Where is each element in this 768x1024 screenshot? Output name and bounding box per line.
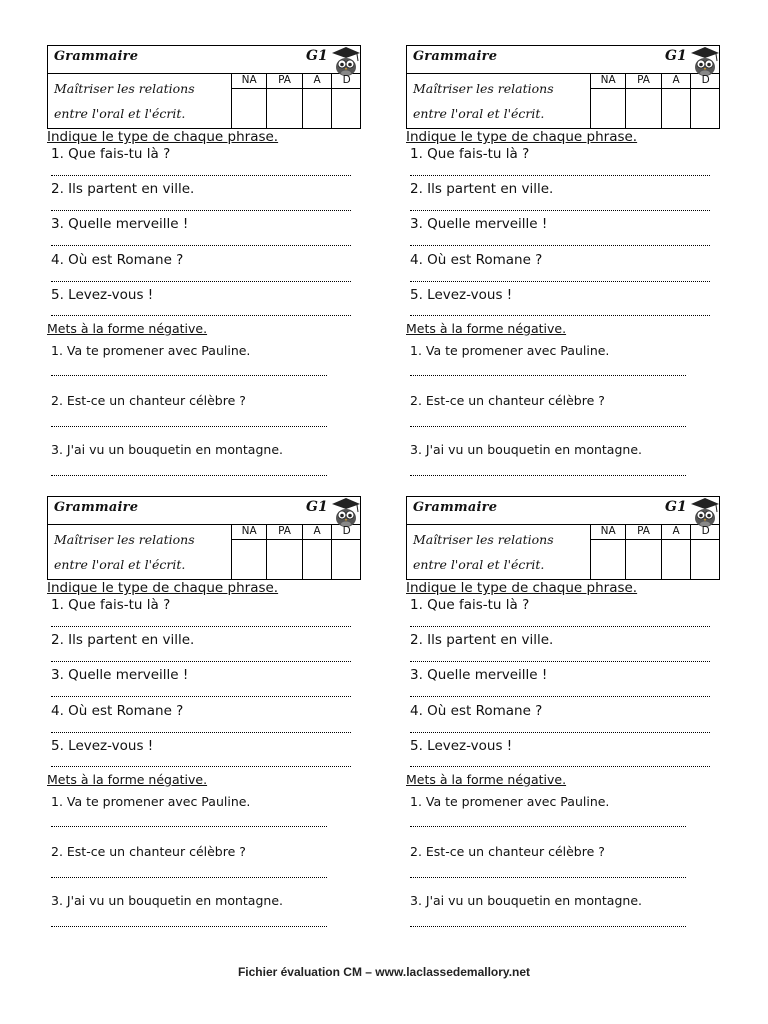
grade-column-pa[interactable] [626, 524, 661, 579]
grade-label: NA [232, 524, 266, 540]
answer-line[interactable] [51, 375, 327, 376]
card-header [406, 496, 720, 580]
answer-line[interactable] [51, 877, 327, 878]
sentence-item: 5. Levez-vous ! [51, 738, 154, 754]
grade-label: D [332, 73, 361, 89]
footer-text: Fichier évaluation CM – www.laclassedemallory.net [237, 965, 531, 979]
grade-column-pa[interactable] [626, 73, 661, 128]
sentence-item: 3. J'ai vu un bouquetin en montagne. [410, 442, 642, 457]
sentence-item: 3. Quelle merveille ! [51, 216, 189, 232]
sentence-item: 3. J'ai vu un bouquetin en montagne. [51, 442, 283, 457]
card-header [406, 45, 720, 129]
answer-line[interactable] [410, 826, 686, 827]
answer-line[interactable] [51, 766, 351, 767]
subject-title: Grammaire [54, 500, 139, 515]
section2-title: Mets à la forme négative. [406, 321, 567, 336]
answer-line[interactable] [51, 696, 351, 697]
sentence-item: 1. Va te promener avec Pauline. [51, 794, 251, 809]
answer-line[interactable] [51, 626, 351, 627]
evaluation-card [406, 496, 722, 942]
grade-column-a[interactable] [662, 524, 692, 579]
answer-line[interactable] [51, 245, 351, 246]
answer-line[interactable] [51, 315, 351, 316]
sentence-item: 3. J'ai vu un bouquetin en montagne. [410, 893, 642, 908]
grade-label: PA [267, 524, 301, 540]
section1-title: Indique le type de chaque phrase. [47, 129, 279, 145]
grade-column-na[interactable] [591, 73, 626, 128]
grade-column-a[interactable] [662, 73, 692, 128]
sentence-item: 2. Est-ce un chanteur célèbre ? [51, 393, 246, 408]
competence-line-1: Maîtriser les relations [54, 532, 195, 547]
sentence-item: 2. Ils partent en ville. [51, 632, 195, 648]
answer-line[interactable] [410, 626, 710, 627]
header-title-row [48, 497, 360, 525]
sentence-item: 5. Levez-vous ! [410, 287, 513, 303]
grade-column-d[interactable] [691, 524, 720, 579]
competence-line-2: entre l'oral et l'écrit. [413, 557, 545, 572]
grade-grid [231, 73, 361, 128]
competence-text [54, 527, 229, 577]
grade-column-d[interactable] [332, 524, 361, 579]
answer-line[interactable] [51, 281, 351, 282]
subject-title: Grammaire [413, 500, 498, 515]
sentence-item: 2. Est-ce un chanteur célèbre ? [410, 844, 605, 859]
sentence-item: 4. Où est Romane ? [51, 252, 184, 268]
section2-title: Mets à la forme négative. [47, 321, 208, 336]
section1-title: Indique le type de chaque phrase. [47, 580, 279, 596]
grade-column-na[interactable] [591, 524, 626, 579]
sentence-item: 5. Levez-vous ! [410, 738, 513, 754]
competence-line-2: entre l'oral et l'écrit. [413, 106, 545, 121]
answer-line[interactable] [410, 210, 710, 211]
evaluation-code: G1 [306, 499, 328, 515]
sentence-item: 3. Quelle merveille ! [410, 216, 548, 232]
answer-line[interactable] [410, 281, 710, 282]
grade-label: NA [232, 73, 266, 89]
sentence-item: 1. Que fais-tu là ? [410, 597, 530, 613]
header-title-row [407, 46, 719, 74]
sentence-item: 2. Est-ce un chanteur célèbre ? [51, 844, 246, 859]
answer-line[interactable] [410, 732, 710, 733]
evaluation-code: G1 [665, 48, 687, 64]
answer-line[interactable] [410, 245, 710, 246]
grade-column-d[interactable] [691, 73, 720, 128]
answer-line[interactable] [410, 877, 686, 878]
subject-title: Grammaire [54, 49, 139, 64]
competence-text [413, 527, 588, 577]
competence-line-1: Maîtriser les relations [54, 81, 195, 96]
grade-grid [590, 73, 720, 128]
sentence-item: 2. Est-ce un chanteur célèbre ? [410, 393, 605, 408]
grade-label: D [691, 73, 720, 89]
subject-title: Grammaire [413, 49, 498, 64]
sentence-item: 4. Où est Romane ? [51, 703, 184, 719]
answer-line[interactable] [51, 475, 327, 476]
grade-label: D [332, 524, 361, 540]
sentence-item: 1. Va te promener avec Pauline. [410, 343, 610, 358]
answer-line[interactable] [410, 175, 710, 176]
grade-column-pa[interactable] [267, 73, 302, 128]
section2-title: Mets à la forme négative. [47, 772, 208, 787]
sentence-item: 5. Levez-vous ! [51, 287, 154, 303]
grade-label: A [303, 524, 332, 540]
grade-label: A [303, 73, 332, 89]
competence-line-2: entre l'oral et l'écrit. [54, 106, 186, 121]
competence-line-1: Maîtriser les relations [413, 81, 554, 96]
sentence-item: 1. Que fais-tu là ? [410, 146, 530, 162]
grade-column-na[interactable] [232, 73, 267, 128]
competence-text [54, 76, 229, 126]
answer-line[interactable] [410, 661, 710, 662]
sentence-item: 2. Ils partent en ville. [410, 632, 554, 648]
answer-line[interactable] [410, 375, 686, 376]
grade-label: NA [591, 524, 625, 540]
grade-label: A [662, 73, 691, 89]
sentence-item: 4. Où est Romane ? [410, 703, 543, 719]
evaluation-card [47, 496, 363, 942]
grade-grid [231, 524, 361, 579]
section1-title: Indique le type de chaque phrase. [406, 129, 638, 145]
grade-column-pa[interactable] [267, 524, 302, 579]
answer-line[interactable] [410, 696, 710, 697]
answer-line[interactable] [410, 475, 686, 476]
answer-line[interactable] [410, 766, 710, 767]
grade-label: D [691, 524, 720, 540]
grade-label: PA [626, 524, 660, 540]
sentence-item: 4. Où est Romane ? [410, 252, 543, 268]
competence-text [413, 76, 588, 126]
answer-line[interactable] [51, 661, 351, 662]
sentence-item: 1. Va te promener avec Pauline. [410, 794, 610, 809]
sentence-item: 1. Va te promener avec Pauline. [51, 343, 251, 358]
sentence-item: 2. Ils partent en ville. [51, 181, 195, 197]
card-header [47, 45, 361, 129]
grade-label: PA [267, 73, 301, 89]
grade-label: NA [591, 73, 625, 89]
evaluation-code: G1 [306, 48, 328, 64]
grade-column-na[interactable] [232, 524, 267, 579]
grade-column-a[interactable] [303, 524, 333, 579]
answer-line[interactable] [51, 826, 327, 827]
answer-line[interactable] [51, 426, 327, 427]
answer-line[interactable] [51, 210, 351, 211]
grade-label: A [662, 524, 691, 540]
grade-label: PA [626, 73, 660, 89]
evaluation-card [47, 45, 363, 491]
sentence-item: 3. Quelle merveille ! [410, 667, 548, 683]
sentence-item: 3. Quelle merveille ! [51, 667, 189, 683]
sentence-item: 3. J'ai vu un bouquetin en montagne. [51, 893, 283, 908]
competence-line-1: Maîtriser les relations [413, 532, 554, 547]
answer-line[interactable] [51, 732, 351, 733]
grade-column-a[interactable] [303, 73, 333, 128]
answer-line[interactable] [51, 926, 327, 927]
answer-line[interactable] [51, 175, 351, 176]
header-title-row [407, 497, 719, 525]
grade-grid [590, 524, 720, 579]
evaluation-code: G1 [665, 499, 687, 515]
evaluation-card [406, 45, 722, 491]
sentence-item: 2. Ils partent en ville. [410, 181, 554, 197]
answer-line[interactable] [410, 426, 686, 427]
grade-column-d[interactable] [332, 73, 361, 128]
answer-line[interactable] [410, 926, 686, 927]
sentence-item: 1. Que fais-tu là ? [51, 597, 171, 613]
answer-line[interactable] [410, 315, 710, 316]
header-title-row [48, 46, 360, 74]
section1-title: Indique le type de chaque phrase. [406, 580, 638, 596]
section2-title: Mets à la forme négative. [406, 772, 567, 787]
competence-line-2: entre l'oral et l'écrit. [54, 557, 186, 572]
sentence-item: 1. Que fais-tu là ? [51, 146, 171, 162]
card-header [47, 496, 361, 580]
